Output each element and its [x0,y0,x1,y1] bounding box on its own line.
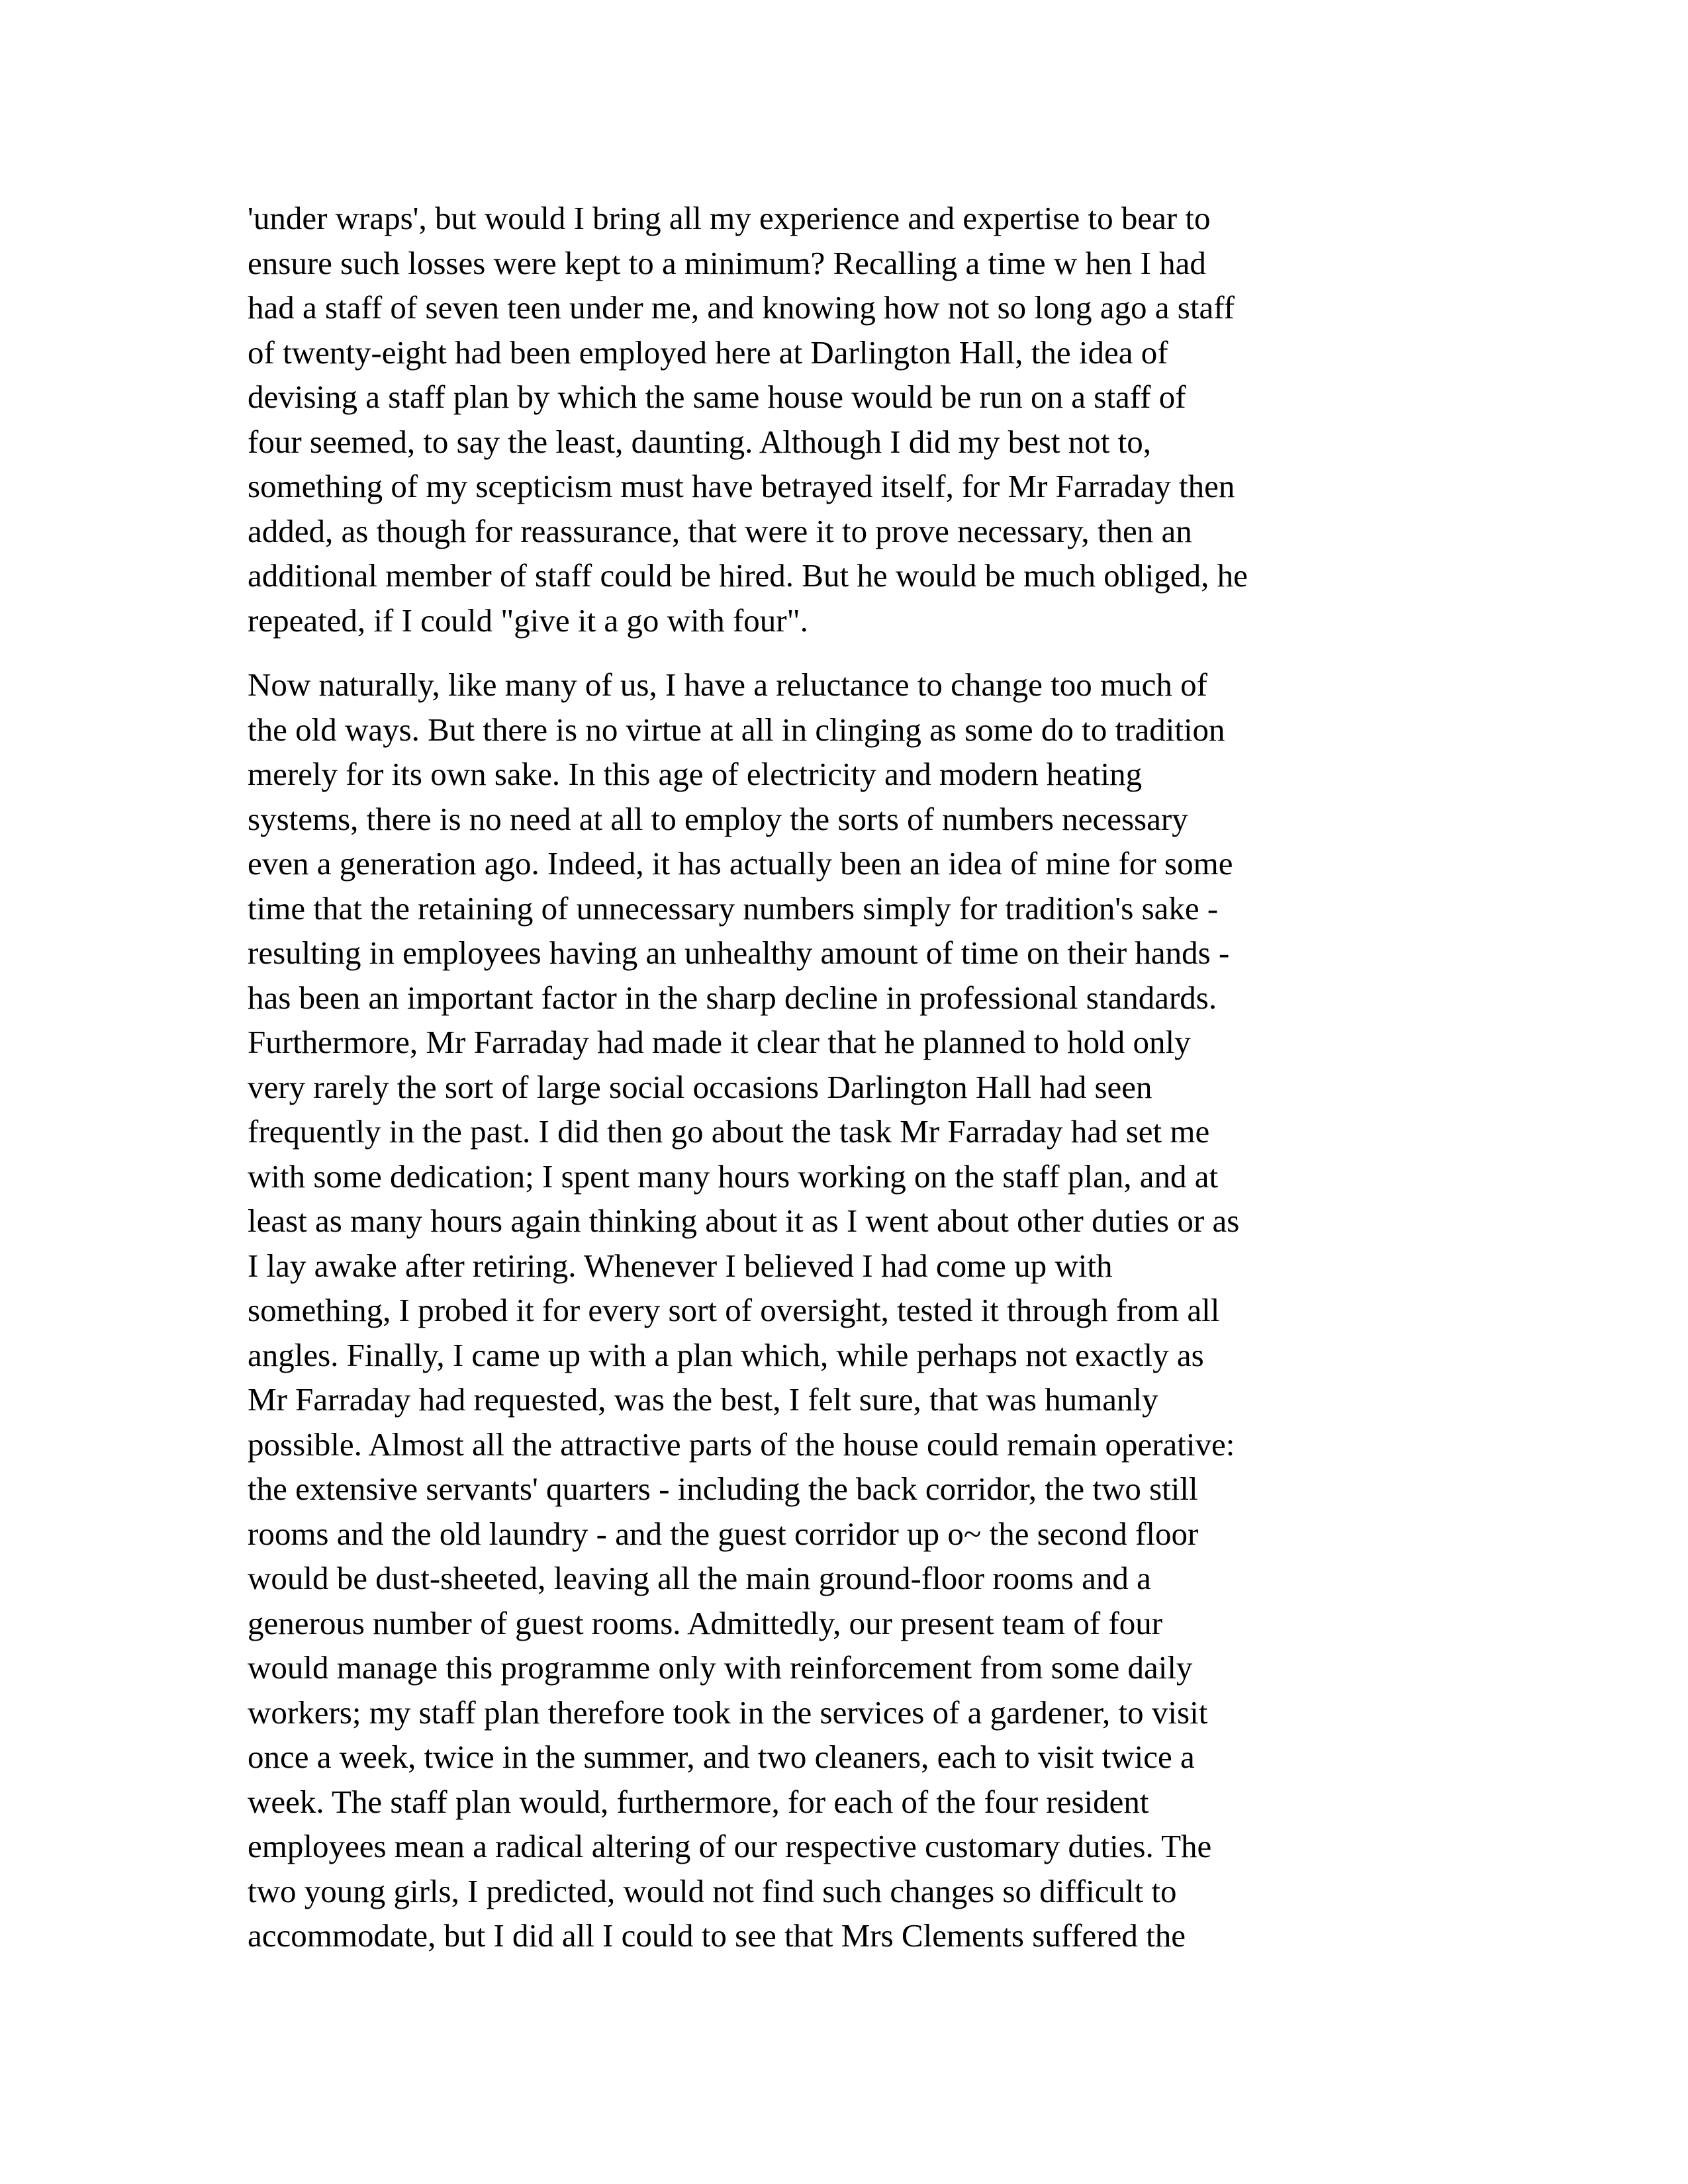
text-line: something, I probed it for every sort of oversight, tested it through from all [248,1292,1220,1328]
text-line: rooms and the old laundry - and the guest corridor up o~ the second floor [248,1515,1199,1552]
text-line: had a staff of seven teen under me, and knowing how not so long ago a staff [248,289,1235,326]
text-line: even a generation ago. Indeed, it has actually been an idea of mine for some [248,845,1233,882]
text-line: two young girls, I predicted, would not find such changes so difficult to [248,1872,1177,1909]
text-line: added, as though for reassurance, that were it to prove necessary, then an [248,512,1192,549]
text-line: week. The staff plan would, furthermore, for each of the four resident [248,1783,1149,1820]
text-line: devising a staff plan by which the same house would be run on a staff of [248,379,1186,415]
text-line: additional member of staff could be hired. But he would be much obliged, he [248,557,1248,594]
text-line: Furthermore, Mr Farraday had made it clear that he planned to hold only [248,1024,1191,1060]
text-line: possible. Almost all the attractive parts of the house could remain operative: [248,1426,1235,1463]
text-line: would manage this programme only with reinforcement from some daily [248,1649,1193,1686]
text-line: least as many hours again thinking about it as I went about other duties or as [248,1203,1240,1239]
text-line: something of my scepticism must have betrayed itself, for Mr Farraday then [248,468,1235,504]
text-line: has been an important factor in the sharp decline in professional standards. [248,979,1217,1016]
text-line: accommodate, but I did all I could to see that Mrs Clements suffered the [248,1917,1186,1954]
text-line: very rarely the sort of large social occasions Darlington Hall had seen [248,1068,1152,1105]
text-line: four seemed, to say the least, daunting. Although I did my best not to, [248,423,1151,460]
text-line: Mr Farraday had requested, was the best, I felt sure, that was humanly [248,1381,1158,1418]
paragraph-2 [248,662,1452,1958]
text-line: would be dust-sheeted, leaving all the main ground-floor rooms and a [248,1560,1151,1596]
body-text [248,196,1452,1978]
text-line: with some dedication; I spent many hours working on the staff plan, and at [248,1158,1219,1195]
text-line: Now naturally, like many of us, I have a reluctance to change too much of [248,666,1207,703]
text-line: employees mean a radical altering of our respective customary duties. The [248,1828,1212,1864]
text-line: the extensive servants' quarters - including the back corridor, the two still [248,1471,1198,1507]
text-line: the old ways. But there is no virtue at all in clinging as some do to tradition [248,711,1225,748]
text-line: systems, there is no need at all to employ the sorts of numbers necessary [248,800,1188,837]
text-line: I lay awake after retiring. Whenever I believed I had come up with [248,1247,1113,1284]
text-line: of twenty-eight had been employed here at Darlington Hall, the idea of [248,334,1168,371]
text-line: generous number of guest rooms. Admittedly, our present team of four [248,1604,1163,1641]
text-line: workers; my staff plan therefore took in the services of a gardener, to visit [248,1694,1208,1731]
text-line: resulting in employees having an unhealthy amount of time on their hands - [248,934,1230,971]
text-line: frequently in the past. I did then go about the task Mr Farraday had set me [248,1113,1210,1150]
text-line: 'under wraps', but would I bring all my experience and expertise to bear to [248,200,1211,236]
text-line: merely for its own sake. In this age of electricity and modern heating [248,756,1143,792]
text-line: time that the retaining of unnecessary numbers simply for tradition's sake - [248,889,1219,927]
paragraph-1 [248,196,1452,643]
text-line: angles. Finally, I came up with a plan which, while perhaps not exactly as [248,1336,1204,1373]
text-line: once a week, twice in the summer, and two cleaners, each to visit twice a [248,1739,1195,1775]
text-line: repeated, if I could "give it a go with four". [248,602,808,639]
text-line: ensure such losses were kept to a minimum? Recalling a time w hen I had [248,244,1206,281]
